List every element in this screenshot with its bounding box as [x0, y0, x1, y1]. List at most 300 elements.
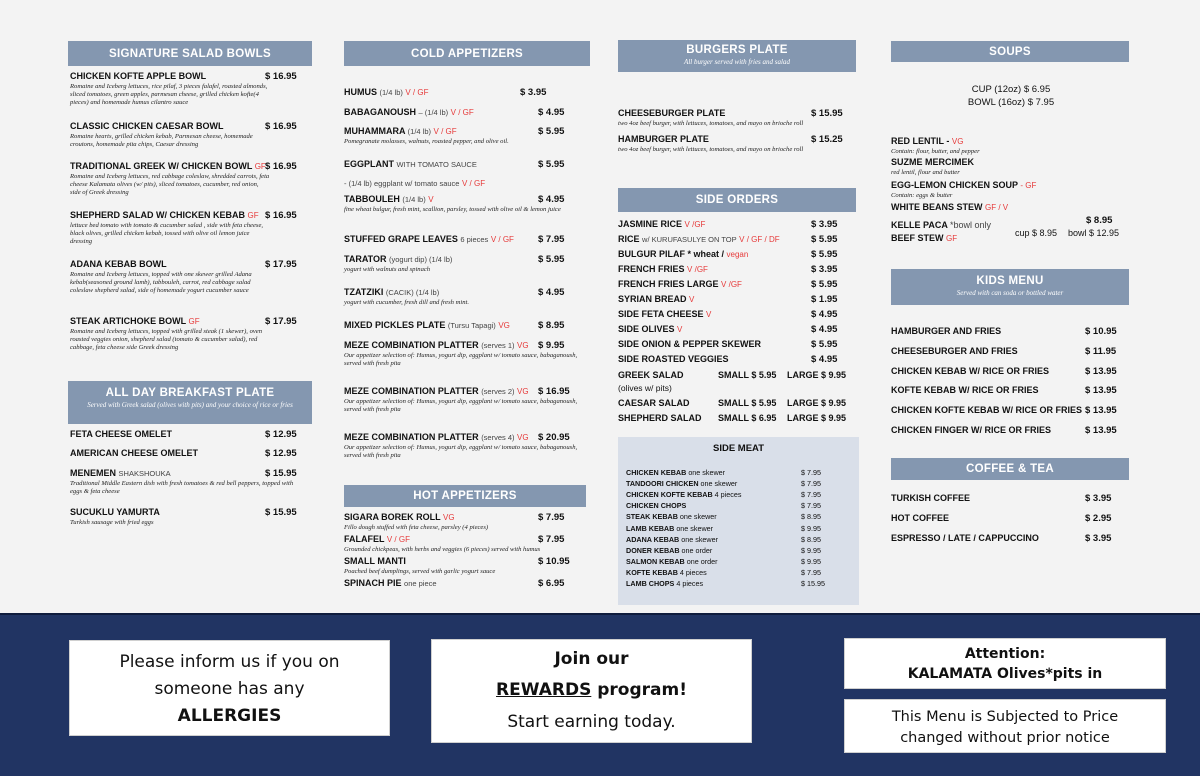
- allergy-line1: Please inform us if you on: [119, 652, 340, 672]
- signature-item-desc: Romaine and Iceberg lettuces, red cabbage coleslaw, shredded carrots, feta cheese Kalamata olives (w/ pits), sliced tomatoes, cucumber, red onion, side of Greek dressing: [70, 173, 270, 196]
- rewards-box: [431, 639, 752, 743]
- cold-small: WITH TOMATO SAUCE: [396, 160, 477, 169]
- side-meat-name-text: SALMON KEBAB: [626, 556, 685, 566]
- signature-item-desc: Romaine and Iceberg lettuces, topped with one skewer grilled Adana kebab(seasoned ground lamb), tabbouleh, carrot, red cabbage salad coleslaw shepherd salad, side of homemade yogurt cucumber sauce: [70, 271, 252, 294]
- sides-name-text: RICE: [618, 234, 640, 244]
- side-meat-small: one skewer: [676, 523, 714, 533]
- side-meat-price: $ 7.95: [801, 567, 821, 577]
- cold-name-text: MEZE COMBINATION PLATTER: [344, 432, 479, 442]
- hot-item-price: $ 10.95: [538, 556, 570, 567]
- burgers-item: [618, 134, 858, 154]
- kids-item: [891, 425, 1131, 435]
- soup-bowl-price: BOWL (16oz) $ 7.95: [967, 97, 1055, 108]
- cold-diet-note: VG: [517, 433, 529, 442]
- side-meat-name: [626, 468, 725, 477]
- kelle-name: KELLE PACA: [891, 220, 948, 230]
- cold-small: 6 pieces: [460, 235, 489, 244]
- cold-name-text: MEZE COMBINATION PLATTER: [344, 340, 479, 350]
- cold-small: (CACIK) (1/4 lb): [385, 288, 440, 297]
- sides-diet-note: V /GF: [687, 265, 708, 274]
- side-meat-name: [626, 546, 712, 555]
- cold-name-text: STUFFED GRAPE LEAVES: [344, 234, 458, 244]
- attention-line1: Attention:: [964, 646, 1046, 662]
- side-meat-name-text: ADANA KEBAB: [626, 534, 680, 544]
- side-meat-price: $ 8.95: [801, 512, 821, 522]
- burgers-item-price: $ 15.95: [811, 108, 843, 119]
- side-meat-price: $ 15.95: [801, 579, 825, 588]
- burgers-name-text: HAMBURGER PLATE: [618, 134, 709, 144]
- cold-item-desc: Our appetizer selection of: Humus, yogurt dip, eggplant w/ tomato sauce, babaganoush, served with fresh pita: [344, 444, 578, 459]
- cold-item-price: $ 8.95: [538, 320, 565, 331]
- soups-item-name: [891, 136, 1131, 146]
- cold-item-price: $ 3.95: [520, 87, 547, 98]
- coffee-name-text: ESPRESSO / LATE / CAPPUCCINO: [891, 533, 1039, 543]
- cold-header: COLD APPETIZERS: [344, 41, 590, 66]
- side-meat-name-text: TANDOORI CHICKEN: [626, 479, 699, 489]
- soups-name-text: RED LENTIL -: [891, 136, 950, 146]
- hot-diet-note: V / GF: [386, 535, 410, 544]
- sides-name-text: SIDE FETA CHEESE: [618, 309, 704, 319]
- kids-name-text: CHEESEBURGER AND FRIES: [891, 346, 1018, 356]
- burgers-item: [618, 108, 858, 128]
- signature-item: [70, 316, 314, 352]
- signature-item-price: $ 16.95: [265, 71, 297, 82]
- signature-item: [70, 121, 314, 149]
- rewards-line2: [432, 672, 751, 708]
- sides-item-price: $ 1.95: [811, 294, 838, 305]
- burgers-sub: All burger served with fries and salad: [684, 58, 790, 66]
- sides-name-text: SIDE ONION & PEPPER SKEWER: [618, 339, 762, 349]
- cold-name-text: TZATZIKI: [344, 287, 384, 297]
- breakfast-item-desc: Turkish sausage with fried eggs: [70, 519, 154, 526]
- cold-item-desc: yogurt with cucumber, fresh dill and fresh mint.: [344, 299, 469, 306]
- signature-name-text: CLASSIC CHICKEN CAESAR BOWL: [70, 121, 224, 131]
- kids-item-price: $ 13.95: [1085, 366, 1117, 377]
- sides-item-price: $ 3.95: [811, 264, 838, 275]
- cold-item-desc: Our appetizer selection of: Humus, yogurt dip, eggplant w/ tomato sauce, babaganoush, served with fresh pita: [344, 398, 578, 413]
- sides-name-text: BULGUR PILAF * wheat /: [618, 249, 725, 259]
- breakfast-small: SHAKSHOUKA: [118, 469, 171, 478]
- side-meat-small: 4 pieces: [679, 567, 707, 577]
- sides-diet-note: V /GF: [721, 280, 742, 289]
- cold-item-price: $ 5.95: [538, 254, 565, 265]
- side-meat-name-text: CHICKEN KEBAB: [626, 468, 687, 477]
- salad-small-price: SMALL $ 5.95: [718, 370, 777, 380]
- soups-item-name: [891, 157, 1131, 167]
- cold-name-text: TABBOULEH: [344, 194, 400, 204]
- notice-box: [844, 699, 1166, 753]
- breakfast-name-text: AMERICAN CHEESE OMELET: [70, 448, 199, 458]
- side-meat-small: one order: [686, 556, 718, 566]
- salad-item: [618, 413, 858, 423]
- cold-diet-note: VG: [517, 387, 529, 396]
- hot-item-desc: Poached beef dumplings, served with garlic yogurt sauce: [344, 568, 496, 575]
- hot-item-price: $ 7.95: [538, 534, 565, 545]
- sides-diet-note: V: [689, 295, 695, 304]
- breakfast-header: [68, 381, 312, 424]
- signature-diet-note: GF: [247, 211, 259, 220]
- kids-header: [891, 269, 1129, 305]
- kids-name-text: CHICKEN FINGER W/ RICE OR FRIES: [891, 425, 1052, 435]
- side-meat-name-text: STEAK KEBAB: [626, 512, 678, 522]
- coffee-item-price: $ 2.95: [1085, 513, 1112, 524]
- cold-item-desc: Pomegranate molasses, walnuts, roasted pepper, and olive oil.: [344, 138, 509, 145]
- signature-item-price: $ 16.95: [265, 121, 297, 132]
- breakfast-item: [70, 448, 314, 458]
- soups-item: [891, 202, 1131, 212]
- soups-name-text: SUZME MERCIMEK: [891, 157, 974, 167]
- kids-sub: Served with can soda or bottled water: [956, 289, 1064, 297]
- sides-diet-note: V /GF: [684, 220, 706, 229]
- salad-name: SHEPHERD SALAD: [618, 413, 702, 423]
- cold-item: [344, 159, 590, 169]
- coffee-name-text: TURKISH COFFEE: [891, 493, 971, 503]
- hot-diet-note: VG: [443, 513, 455, 522]
- breakfast-name-text: FETA CHEESE OMELET: [70, 429, 173, 439]
- hot-item-desc: Fillo dough stuffed with feta cheese, parsley (4 pieces): [344, 524, 489, 531]
- burgers-item-desc: two 4oz beef burger, with lettuces, tomatoes, and mayo on brioche roll: [618, 120, 804, 127]
- hot-item-desc: Grounded chickpeas, with herbs and veggies (6 pieces) served with humus: [344, 546, 541, 553]
- soups-item: [891, 136, 1131, 156]
- kids-name-text: HAMBURGER AND FRIES: [891, 326, 1002, 336]
- side-meat-panel: [618, 437, 859, 605]
- signature-item: [70, 71, 314, 107]
- cold-name-text: MEZE COMBINATION PLATTER: [344, 386, 479, 396]
- signature-diet-note: GF: [188, 317, 200, 326]
- beef-bowl-price: bowl $ 12.95: [1068, 228, 1120, 238]
- side-meat-name: [626, 535, 718, 544]
- cold-item-price: $ 7.95: [538, 234, 565, 245]
- cold-item: [344, 386, 590, 414]
- hot-item: [344, 534, 590, 554]
- salad-large-price: LARGE $ 9.95: [787, 370, 847, 380]
- signature-name-text: STEAK ARTICHOKE BOWL: [70, 316, 186, 326]
- cold-diet-note: V / GF: [450, 108, 474, 117]
- signature-item: [70, 210, 314, 246]
- kids-name-text: CHICKEN KEBAB W/ RICE OR FRIES: [891, 366, 1050, 376]
- side-meat-name-text: LAMB KEBAB: [626, 523, 675, 533]
- sides-item-price: $ 5.95: [811, 339, 838, 350]
- side-meat-name: [626, 568, 707, 577]
- sides-item: [618, 234, 858, 244]
- sides-name-text: JASMINE RICE: [618, 219, 683, 229]
- beef-note: GF: [946, 234, 958, 243]
- soups-item: [891, 157, 1131, 177]
- breakfast-item: [70, 429, 314, 439]
- cold-item-price: $ 4.95: [538, 287, 565, 298]
- cold-small: (yogurt dip) (1/4 lb): [389, 255, 453, 264]
- sides-item: [618, 279, 858, 289]
- sides-diet-note: V: [706, 310, 712, 319]
- signature-item-price: $ 16.95: [265, 210, 297, 221]
- hot-item: [344, 512, 590, 532]
- sides-item-price: $ 5.95: [811, 234, 838, 245]
- kids-item: [891, 385, 1131, 395]
- sides-item: [618, 294, 858, 304]
- sides-name-text: FRENCH FRIES: [618, 264, 685, 274]
- hot-name-text: FALAFEL: [344, 534, 385, 544]
- signature-item: [70, 259, 314, 295]
- signature-item-desc: Romaine and Iceberg lettuces, topped with grilled steak (1 skewer), oven roasted veggies onion, shepherd salad (tomato & cucumber salad), red cabbage, feta cheese side Greek dressing: [70, 328, 263, 351]
- cold-name-text: BABAGANOUSH: [344, 107, 416, 117]
- cold-small: (serves 1): [481, 341, 515, 350]
- hot-header: HOT APPETIZERS: [344, 485, 586, 507]
- side-meat-name: [626, 490, 741, 499]
- cold-item-price: $ 20.95: [538, 432, 570, 443]
- cold-item-desc: yogurt with walnuts and spinach: [344, 266, 431, 273]
- burgers-title: BURGERS PLATE: [686, 44, 788, 56]
- cold-item: [344, 126, 590, 146]
- kids-title: KIDS MENU: [976, 275, 1044, 287]
- sides-item: [618, 219, 858, 229]
- signature-name-text: SHEPHERD SALAD W/ CHICKEN KEBAB: [70, 210, 246, 220]
- soups-diet-note: VG: [951, 137, 964, 146]
- soups-diet-note: - GF: [1020, 181, 1037, 190]
- signature-item-desc: Romaine hearts, grilled chicken kebab, Parmesan cheese, homemade croutons, homemade pita chips, Caesar dressing: [70, 133, 253, 148]
- salad-sub: (olives w/ pits): [618, 383, 672, 393]
- kids-item-price: $ 10.95: [1085, 326, 1117, 337]
- salad-small-price: SMALL $ 6.95: [718, 413, 777, 423]
- cold-diet-note: V / GF: [462, 179, 486, 188]
- signature-item-desc: lettuce bed tomato with tomato & cucumber salad , side with feta cheese, black olives, grilled chicken kebab, tossed with olive oil lemon juice dressing: [70, 222, 264, 245]
- hot-item: [344, 556, 590, 576]
- hot-small: one piece: [404, 579, 437, 588]
- coffee-name-text: HOT COFFEE: [891, 513, 949, 523]
- breakfast-item: [70, 507, 314, 527]
- signature-diet-note: GF: [254, 162, 266, 171]
- side-meat-name: [626, 579, 703, 588]
- cold-item: [344, 178, 590, 188]
- sides-diet-note: vegan: [726, 250, 749, 259]
- breakfast-item: [70, 468, 314, 496]
- soups-name-text: WHITE BEANS STEW: [891, 202, 983, 212]
- sides-item-price: $ 4.95: [811, 309, 838, 320]
- notice-line2: changed without prior notice: [900, 730, 1110, 746]
- signature-item-desc: Romaine and Iceberg lettuces, rice pilaf, 3 pieces falafel, roasted almonds, sliced tomatoes, green apples, parmesan cheese, grilled chicken kofte(4 pieces) and homemade humus cilantro sauce: [70, 83, 268, 106]
- sides-item: [618, 354, 858, 364]
- hot-item: [344, 578, 590, 588]
- sides-item-price: $ 5.95: [811, 249, 838, 260]
- kids-item-price: $ 13.95: [1085, 425, 1117, 436]
- sides-item: [618, 264, 858, 274]
- cold-item: [344, 87, 590, 97]
- soups-item-name: [891, 180, 1131, 190]
- signature-name-text: ADANA KEBAB BOWL: [70, 259, 167, 269]
- coffee-item-price: $ 3.95: [1085, 493, 1112, 504]
- cold-small: – (1/4 lb): [418, 108, 449, 117]
- cold-name-text: MIXED PICKLES PLATE: [344, 320, 446, 330]
- kelle-small: *bowl only: [950, 220, 992, 230]
- breakfast-item-price: $ 15.95: [265, 468, 297, 479]
- cold-name-text: MUHAMMARA: [344, 126, 406, 136]
- cold-item-desc: Our appetizer selection of: Humus, yogurt dip, eggplant w/ tomato sauce, babaganoush, served with fresh pita: [344, 352, 578, 367]
- notice-line1: This Menu is Subjected to Price: [891, 709, 1119, 725]
- coffee-header: COFFEE & TEA: [891, 458, 1129, 480]
- sides-name-text: SIDE OLIVES: [618, 324, 675, 334]
- hot-name-text: SIGARA BOREK ROLL: [344, 512, 441, 522]
- burgers-header: [618, 40, 856, 72]
- sides-name-text: SIDE ROASTED VEGGIES: [618, 354, 729, 364]
- side-meat-price: $ 7.95: [801, 468, 821, 477]
- side-meat-name-text: DONER KEBAB: [626, 545, 680, 555]
- salad-item: [618, 370, 858, 393]
- cold-diet-note: V: [428, 195, 434, 204]
- sides-header: SIDE ORDERS: [618, 188, 856, 212]
- side-meat-small: 4 pieces: [676, 579, 704, 588]
- kids-item-price: $ 11.95: [1085, 346, 1117, 357]
- beef-cup-price: cup $ 8.95: [1015, 228, 1058, 238]
- signature-item-price: $ 16.95: [265, 161, 297, 172]
- signature-item-price: $ 17.95: [265, 316, 297, 327]
- cold-item-price: $ 5.95: [538, 126, 565, 137]
- coffee-item: [891, 493, 1131, 503]
- cold-item-price: $ 4.95: [538, 194, 565, 205]
- side-meat-price: $ 8.95: [801, 534, 821, 544]
- rewards-program: program!: [591, 680, 687, 700]
- burgers-name-text: CHEESEBURGER PLATE: [618, 108, 726, 118]
- breakfast-sub: Served with Greek salad (olives with pits) and your choice of rice or fries: [87, 401, 293, 409]
- side-meat-small: one skewer: [688, 468, 726, 477]
- signature-name-text: CHICKEN KOFTE APPLE BOWL: [70, 71, 207, 81]
- side-meat-name-text: KOFTE KEBAB: [626, 567, 678, 577]
- side-meat-small: one skewer: [700, 479, 738, 489]
- side-meat-name: [626, 512, 717, 521]
- soups-header: SOUPS: [891, 41, 1129, 62]
- cold-item-price: $ 16.95: [538, 386, 570, 397]
- side-meat-small: 4 pieces: [714, 490, 742, 500]
- side-meat-header: SIDE MEAT: [712, 443, 765, 454]
- cold-small: (serves 4): [481, 433, 515, 442]
- salad-small-price: SMALL $ 5.95: [718, 398, 777, 408]
- coffee-item: [891, 513, 1131, 523]
- sides-diet-note: V / GF / DF: [739, 235, 780, 244]
- sides-item-price: $ 4.95: [811, 324, 838, 335]
- side-meat-small: one skewer: [681, 534, 719, 544]
- cold-item-price: $ 9.95: [538, 340, 565, 351]
- kelle-price: $ 8.95: [1086, 215, 1113, 226]
- soups-item: [891, 180, 1131, 200]
- cold-item-desc: fine wheat bulgur, fresh mint, scallion, parsley, tossed with olive oil & lemon juice: [344, 206, 561, 213]
- soup-cup-price: CUP (12oz) $ 6.95: [971, 84, 1051, 95]
- cold-item-name: [344, 178, 590, 188]
- cold-small: (serves 2): [481, 387, 515, 396]
- cold-small: (1/4 lb): [379, 88, 403, 97]
- signature-item-price: $ 17.95: [265, 259, 297, 270]
- side-meat-name: [626, 479, 737, 488]
- side-meat-small: one order: [681, 545, 713, 555]
- side-meat-price: $ 7.95: [801, 501, 821, 511]
- beef-stew-item: [891, 228, 1131, 246]
- cold-item: [344, 254, 590, 274]
- kids-item: [891, 326, 1131, 336]
- attention-box: [844, 638, 1166, 689]
- cold-item: [344, 194, 590, 214]
- burgers-item-desc: two 4oz beef burger, with lettuces, tomatoes, and mayo on brioche roll: [618, 146, 804, 153]
- side-meat-price: $ 9.95: [801, 523, 821, 533]
- breakfast-item-price: $ 12.95: [265, 429, 297, 440]
- footer-band: [0, 613, 1200, 776]
- cold-name-text: TARATOR: [344, 254, 387, 264]
- soups-diet-note: GF / V: [985, 203, 1009, 212]
- cold-item: [344, 432, 590, 460]
- side-meat-small: one skewer: [679, 512, 717, 522]
- allergy-box: [69, 640, 390, 736]
- side-meat-name-text: LAMB CHOPS: [626, 579, 675, 588]
- cold-item-name: [344, 87, 590, 97]
- side-meat-price: $ 9.95: [801, 556, 821, 566]
- sides-small: w/ KURUFASULYE ON TOP: [642, 235, 737, 244]
- kids-item-price: $ 13.95: [1085, 405, 1117, 416]
- breakfast-name-text: MENEMEN: [70, 468, 117, 478]
- signature-header: SIGNATURE SALAD BOWLS: [68, 41, 312, 66]
- kids-item: [891, 405, 1131, 415]
- breakfast-title: ALL DAY BREAKFAST PLATE: [105, 387, 275, 399]
- sides-item: [618, 309, 858, 319]
- cold-small: (1/4 lb): [407, 127, 432, 136]
- side-meat-price: $ 7.95: [801, 479, 821, 489]
- rewards-keyword: REWARDS: [496, 680, 592, 700]
- cold-item: [344, 320, 590, 330]
- side-meat-name-text: CHICKEN KOFTE KEBAB: [626, 490, 713, 500]
- allergy-line2: someone has any: [154, 679, 305, 699]
- side-meat-price: $ 9.95: [801, 545, 821, 555]
- sides-name-text: SYRIAN BREAD: [618, 294, 687, 304]
- kids-item: [891, 366, 1131, 376]
- kids-item: [891, 346, 1131, 356]
- rewards-line1: Join our: [554, 649, 629, 669]
- cold-item: [344, 107, 590, 117]
- hot-item-price: $ 7.95: [538, 512, 565, 523]
- beef-name: BEEF STEW: [891, 233, 944, 243]
- cold-diet-note: V / GF: [405, 88, 429, 97]
- salad-name: GREEK SALAD: [618, 370, 684, 380]
- soups-item-desc: Contain: eggs & butter: [891, 192, 953, 199]
- sides-name-text: FRENCH FRIES LARGE: [618, 279, 719, 289]
- sides-item-price: $ 5.95: [811, 279, 838, 290]
- cold-name-text: HUMUS: [344, 87, 377, 97]
- hot-name-text: SMALL MANTI: [344, 556, 406, 566]
- sides-item-price: $ 4.95: [811, 354, 838, 365]
- sides-item: [618, 324, 858, 334]
- signature-item: [70, 161, 314, 197]
- cold-diet-note: VG: [517, 341, 529, 350]
- breakfast-item-price: $ 15.95: [265, 507, 297, 518]
- burgers-item-price: $ 15.25: [811, 134, 843, 145]
- soups-item-desc: red lentil, flour and butter: [891, 169, 960, 176]
- hot-item-price: $ 6.95: [538, 578, 565, 589]
- cold-diet-note: V / GF: [490, 235, 514, 244]
- side-meat-name: [626, 557, 717, 566]
- kids-name-text: CHICKEN KOFTE KEBAB W/ RICE OR FRIES: [891, 405, 1083, 415]
- side-meat-name: [626, 524, 713, 533]
- cold-small: - (1/4 lb) eggplant w/ tomato sauce: [344, 179, 460, 188]
- sides-diet-note: V: [677, 325, 683, 334]
- hot-name-text: SPINACH PIE: [344, 578, 402, 588]
- breakfast-name-text: SUCUKLU YAMURTA: [70, 507, 160, 517]
- side-meat-name: [626, 501, 686, 510]
- sides-item-price: $ 3.95: [811, 219, 838, 230]
- coffee-item: [891, 533, 1131, 543]
- salad-name: CAESAR SALAD: [618, 398, 690, 408]
- cold-item: [344, 234, 590, 244]
- soups-item-desc: Contain: flour, butter, and pepper: [891, 148, 980, 155]
- rewards-line3: Start earning today.: [507, 712, 676, 732]
- cold-item: [344, 287, 590, 307]
- cold-small: (1/4 lb): [402, 195, 426, 204]
- cold-name-text: EGGPLANT: [344, 159, 395, 169]
- sides-item: [618, 339, 858, 349]
- salad-large-price: LARGE $ 9.95: [787, 398, 847, 408]
